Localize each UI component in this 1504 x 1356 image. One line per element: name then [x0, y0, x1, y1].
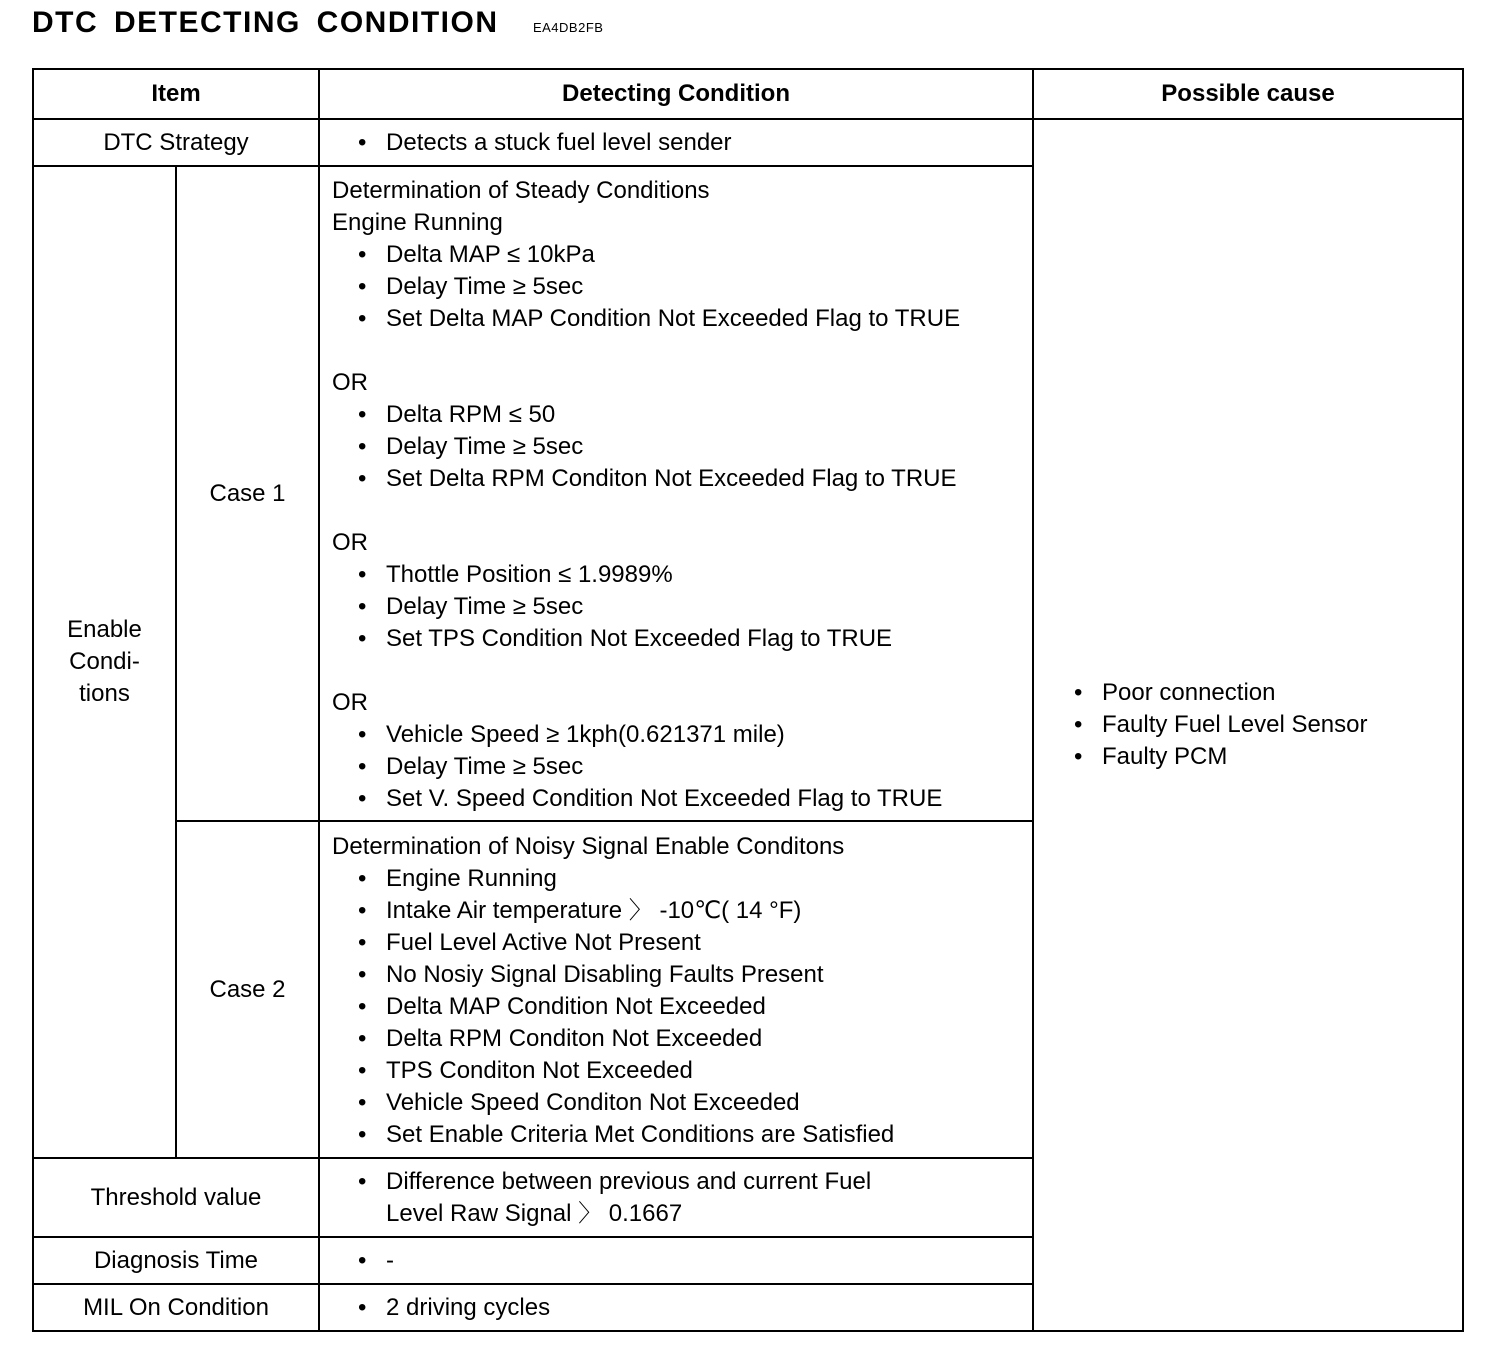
list-item: • Set Enable Criteria Met Conditions are Satisfied	[332, 1119, 1024, 1151]
list-item: • Faulty Fuel Level Sensor	[1074, 709, 1462, 741]
mil-on-value	[319, 1284, 1033, 1331]
table-row	[33, 119, 1463, 166]
list-item: • TPS Conditon Not Exceeded	[332, 1055, 1024, 1087]
list-item: • Delta MAP Condition Not Exceeded	[332, 991, 1024, 1023]
threshold-label: Threshold value	[33, 1158, 319, 1237]
threshold-value: • Difference between previous and current Fuel Level Raw Signal 〉 0.1667	[319, 1158, 1033, 1237]
list-item: • No Nosiy Signal Disabling Faults Present	[332, 959, 1024, 991]
list-item: • Poor connection	[1074, 677, 1462, 709]
list-item: • Delta RPM Conditon Not Exceeded	[332, 1023, 1024, 1055]
document-code: EA4DB2FB	[532, 20, 604, 35]
list-item: • Difference between previous and current Fuel	[332, 1166, 1024, 1198]
dtc-strategy-value	[319, 119, 1033, 166]
diagnosis-time-label: Diagnosis Time	[33, 1237, 319, 1284]
possible-cause-cell	[1033, 119, 1463, 1331]
list-item: • Set TPS Condition Not Exceeded Flag to TRUE	[332, 623, 1024, 655]
diagnosis-time-value	[319, 1237, 1033, 1284]
enable-conditions-label: Enable Condi- tions	[33, 166, 176, 1158]
case2-conditions: Determination of Noisy Signal Enable Conditons • Engine Running • Intake Air temperature 〉 -10℃( 14 °F) • Fuel Level Active Not Present • No Nosiy Signal Disabling Faults Present • Delta MAP Condition Not Exceeded • Delta RPM Conditon Not Exceeded • TPS Conditon Not Exceeded • Vehicle Speed Conditon Not Exceeded • Set Enable Criteria Met Conditions are Satisfied	[319, 821, 1033, 1158]
list-item: • Delay Time ≥ 5sec	[332, 591, 1024, 623]
list-item: • Vehicle Speed Conditon Not Exceeded	[332, 1087, 1024, 1119]
list-item: • Delta MAP ≤ 10kPa	[332, 239, 1024, 271]
list-item: • Delay Time ≥ 5sec	[332, 751, 1024, 783]
case1-conditions: Determination of Steady Conditions Engine Running • Delta MAP ≤ 10kPa • Delay Time ≥ 5sec • Set Delta MAP Condition Not Exceeded Flag to TRUE OR • Delta RPM ≤ 50 • Delay Time ≥ 5sec • Set Delta RPM Conditon Not Exceeded Flag to TRUE OR • Thottle Position ≤ 1.9989% • Delay Time ≥ 5sec • Set TPS Condition Not Exceeded Flag to TRUE OR • Vehicle Speed ≥ 1kph(0.621371 mile) • Delay Time ≥ 5sec • Set V. Speed Condition Not Exceeded Flag to TRUE	[319, 166, 1033, 821]
case1-label: Case 1	[176, 166, 319, 821]
case2-label: Case 2	[176, 821, 319, 1158]
list-item: • Detects a stuck fuel level sender	[332, 127, 1024, 159]
list-item: • Vehicle Speed ≥ 1kph(0.621371 mile)	[332, 719, 1024, 751]
list-item: • Intake Air temperature 〉 -10℃( 14 °F)	[332, 895, 1024, 927]
mil-on-label: MIL On Condition	[33, 1284, 319, 1331]
list-item: • Fuel Level Active Not Present	[332, 927, 1024, 959]
list-item: • Delta RPM ≤ 50	[332, 399, 1024, 431]
header-item: Item	[33, 69, 319, 119]
list-item: • Set V. Speed Condition Not Exceeded Flag to TRUE	[332, 783, 1024, 815]
list-item: • Faulty PCM	[1074, 741, 1462, 773]
list-item: • Delay Time ≥ 5sec	[332, 431, 1024, 463]
page-title-block	[32, 6, 603, 40]
list-item: • -	[332, 1245, 1024, 1277]
dtc-strategy-label: DTC Strategy	[33, 119, 319, 166]
page-title: DTC DETECTING CONDITION	[32, 6, 499, 39]
list-item: • Delay Time ≥ 5sec	[332, 271, 1024, 303]
list-item: • Thottle Position ≤ 1.9989%	[332, 559, 1024, 591]
list-item: • Set Delta MAP Condition Not Exceeded Flag to TRUE	[332, 303, 1024, 335]
list-item: • Engine Running	[332, 863, 1024, 895]
header-detecting-condition: Detecting Condition	[319, 69, 1033, 119]
list-item: • 2 driving cycles	[332, 1292, 1024, 1324]
table-header-row	[33, 69, 1463, 119]
header-possible-cause: Possible cause	[1033, 69, 1463, 119]
list-item: • Set Delta RPM Conditon Not Exceeded Flag to TRUE	[332, 463, 1024, 495]
dtc-condition-table	[32, 68, 1464, 1332]
